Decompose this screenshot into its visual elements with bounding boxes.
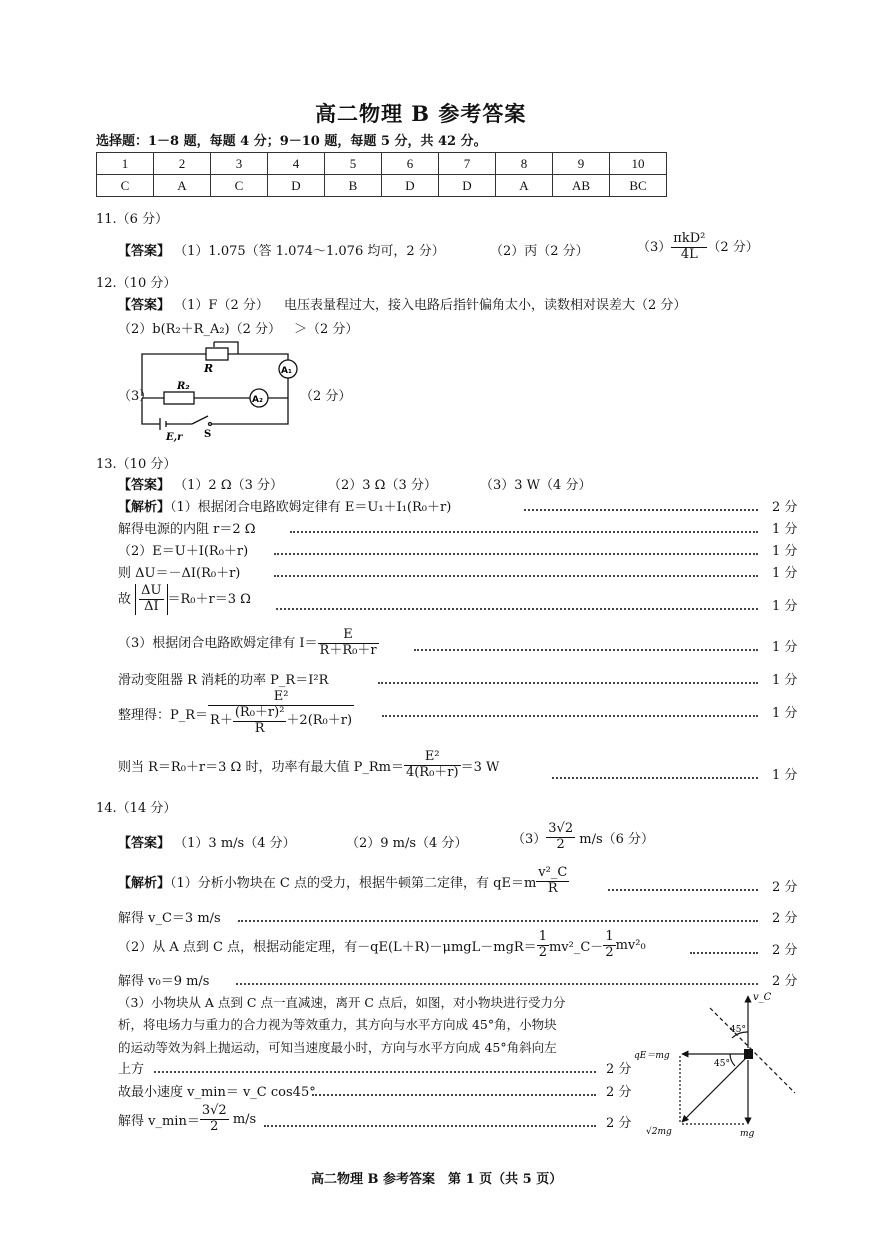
q13-line9-rest: ＝3 W [460, 759, 500, 775]
q14-line3-prefix: （2）从 A 点到 C 点，根据动能定理，有－qE(L＋R)－μmgL－mgR＝ [118, 939, 537, 955]
q13-line1-text: （1）根据闭合电路欧姆定律有 E＝U₁＋I₁(R₀＋r) [170, 500, 452, 515]
score: 1 分 [772, 640, 798, 655]
choice-intro: 选择题：1－8 题，每题 4 分；9－10 题，每题 5 分，共 42 分。 [96, 134, 487, 149]
score: 1 分 [772, 544, 798, 559]
q13-fraction [404, 750, 461, 781]
q14-line6: 析，将电场力与重力的合力视为等效重力，其方向与水平方向成 45°角，小物块 [118, 1017, 557, 1032]
table-cell: 2 [154, 153, 211, 175]
q11-part1: （1）1.075（答 1.074～1.076 均可，2 分） [174, 244, 445, 259]
table-cell: D [439, 175, 496, 197]
q11-part3-score: （2 分） [707, 239, 759, 255]
table-cell: 10 [610, 153, 667, 175]
table-cell: 9 [553, 153, 610, 175]
q14-line10-prefix: 解得 v_min＝ [118, 1113, 200, 1129]
score: 1 分 [772, 706, 798, 721]
fraction-denominator: 4(R₀＋r) [405, 764, 459, 780]
q13-line1 [118, 496, 451, 515]
q14-fraction [546, 822, 575, 853]
ammeter-a2-icon: A₂ [252, 395, 263, 405]
fraction-numerator: v²_C [538, 865, 568, 880]
label-mg: mg [740, 1129, 755, 1139]
answer-tag: 【答案】 [118, 244, 171, 259]
q13-line5-rest: ＝R₀＋r＝3 Ω [167, 591, 251, 607]
q14-line3-end: mv²₀ [615, 937, 646, 953]
table-cell: 5 [325, 153, 382, 175]
q14-a3 [512, 822, 654, 853]
fraction-numerator: 1 [538, 929, 547, 944]
fraction-numerator: ΔU [141, 583, 162, 598]
q14-a1: （1）3 m/s（4 分） [174, 836, 296, 851]
fraction-numerator: 1 [605, 929, 614, 944]
block-icon [744, 1049, 753, 1059]
label-sqrt2-mg: √2mg [646, 1127, 672, 1137]
table-cell: 8 [496, 153, 553, 175]
table-cell: D [268, 175, 325, 197]
q12-part2b: ＞（2 分） [294, 322, 359, 337]
answer-tag: 【答案】 [118, 478, 171, 493]
q13-line9-prefix: 则当 R＝R₀＋r＝3 Ω 时，功率有最大值 P_Rm＝ [118, 759, 404, 775]
q12-part2: （2）b(R₂＋R_A₂)（2 分） [118, 322, 282, 337]
absolute-value [135, 584, 167, 615]
q13-fraction [318, 628, 379, 659]
table-row-answers [97, 175, 667, 197]
q14-line8: 上方 [118, 1062, 145, 1077]
q14-answer-line [118, 832, 296, 851]
q13-heading: 13.（10 分） [96, 457, 177, 472]
q13-line5 [118, 584, 251, 615]
q12-part1-reason: 电压表量程过大，接入电路后指针偏角太小，读数相对误差大（2 分） [284, 298, 687, 313]
label-angle-1: 45° [730, 1025, 746, 1035]
q14-line9: 故最小速度 v_min＝ v_C cos45° [118, 1085, 316, 1100]
label-r: R [204, 362, 214, 375]
label-qe: qE＝mg [634, 1051, 670, 1061]
q14-line4: 解得 v₀＝9 m/s [118, 974, 210, 989]
q14-line3 [118, 930, 646, 961]
score: 1 分 [772, 673, 798, 688]
score: 2 分 [772, 974, 798, 989]
q14-fraction [536, 866, 569, 897]
leader-dots [524, 509, 758, 511]
table-cell: 6 [382, 153, 439, 175]
label-r2: R₂ [177, 381, 190, 392]
q12-answer-line [118, 294, 269, 313]
score: 2 分 [606, 1062, 632, 1077]
q13-line3: （2）E＝U＋I(R₀＋r) [118, 544, 249, 559]
q13-line6-prefix: （3）根据闭合电路欧姆定律有 I＝ [118, 635, 318, 651]
page-title: 高二物理 B 参考答案 [315, 101, 527, 126]
leader-dots [552, 777, 758, 779]
q11-heading: 11.（6 分） [96, 212, 169, 227]
q13-line6 [118, 628, 379, 659]
fraction-denominator: ΔI [144, 598, 159, 614]
table-row-numbers [97, 153, 667, 175]
analysis-tag: 【解析】 [118, 875, 171, 891]
leader-dots [238, 920, 758, 922]
label-switch: S [204, 429, 212, 440]
q14-line5: （3）小物块从 A 点到 C 点一直减速，离开 C 点后，如图，对小物块进行受力分 [118, 995, 566, 1010]
leader-dots [378, 682, 758, 684]
table-cell: A [154, 175, 211, 197]
label-vc: v_C [753, 992, 772, 1003]
score: 1 分 [772, 522, 798, 537]
q13-a3: （3）3 W（4 分） [480, 478, 592, 493]
leader-dots [274, 553, 758, 555]
fraction-numerator: E² [404, 750, 461, 766]
table-cell: 1 [97, 153, 154, 175]
q13-line9 [118, 750, 499, 781]
q13-a2: （2）3 Ω（3 分） [328, 478, 437, 493]
table-cell: C [211, 175, 268, 197]
half-fraction [537, 930, 549, 961]
q13-a1: （1）2 Ω（3 分） [174, 478, 284, 493]
q14-line10-unit: m/s [232, 1111, 257, 1127]
q13-line8-prefix: 整理得：P_R＝ [118, 707, 209, 723]
fraction-denominator: 2 [556, 836, 565, 852]
q14-heading: 14.（14 分） [96, 801, 177, 816]
table-cell: C [97, 175, 154, 197]
q13-line4: 则 ΔU＝－ΔI(R₀＋r) [118, 566, 241, 581]
q14-line7: 的运动等效为斜上抛运动，可知当速度最小时，方向与水平方向成 45°角斜向左 [118, 1040, 557, 1055]
answer-tag: 【答案】 [118, 298, 171, 313]
q13-answer-line [118, 474, 283, 493]
label-angle-2: 45° [714, 1059, 730, 1069]
q12-part1: （1）F（2 分） [174, 298, 269, 313]
q14-line2: 解得 v_C＝3 m/s [118, 911, 221, 926]
fraction-numerator: πkD² [673, 231, 706, 246]
table-cell: B [325, 175, 382, 197]
q14-a3-score: m/s（6 分） [579, 831, 655, 847]
score: 1 分 [772, 768, 798, 783]
q14-a3-prefix: （3） [512, 831, 547, 847]
q13-line5-prefix: 故 [118, 591, 132, 607]
q13-line2: 解得电源的内阻 r＝2 Ω [118, 522, 256, 537]
q13-line7: 滑动变阻器 R 消耗的功率 P_R＝I²R [118, 673, 329, 688]
fraction-numerator: (R₀＋r)² [234, 704, 285, 720]
q14-fraction [200, 1104, 229, 1135]
nested-fraction [233, 706, 287, 737]
fraction-denominator: 4L [680, 246, 698, 262]
fraction-denominator: R [547, 880, 558, 896]
half-fraction [603, 930, 615, 961]
analysis-tag: 【解析】 [118, 500, 171, 515]
leader-dots [312, 1094, 596, 1096]
q13-line8 [118, 690, 354, 737]
q14-line10 [118, 1104, 256, 1135]
fraction-denominator: 2 [605, 944, 614, 960]
label-source: E,r [166, 432, 183, 443]
denominator-part: R＋ [210, 712, 233, 728]
q12-heading: 12.（10 分） [96, 276, 177, 291]
fraction-numerator: 3√2 [548, 821, 574, 836]
answer-tag: 【答案】 [118, 836, 171, 851]
leader-dots [264, 1125, 596, 1127]
q14-line1-text: （1）分析小物块在 C 点的受力，根据牛顿第二定律，有 qE＝m [170, 875, 537, 891]
score: 2 分 [606, 1116, 632, 1131]
score: 2 分 [606, 1085, 632, 1100]
q11-fraction [671, 232, 707, 263]
fraction-denominator: 2 [538, 944, 547, 960]
q12-part3-score: （2 分） [300, 389, 352, 404]
table-cell: 3 [211, 153, 268, 175]
q14-line1 [118, 866, 569, 897]
leader-dots [414, 649, 758, 651]
leader-dots [154, 1071, 596, 1073]
table-cell: 4 [268, 153, 325, 175]
force-diagram [634, 988, 800, 1140]
q11-answer-line [118, 240, 445, 259]
leader-dots [690, 952, 758, 954]
q14-line3-mid: mv²_C－ [548, 939, 604, 955]
fraction-denominator: R＋R₀＋r [319, 642, 377, 658]
q13-fraction [139, 584, 163, 615]
fraction-denominator [208, 706, 354, 737]
leader-dots [236, 983, 758, 985]
q12-part3-label: （3） [118, 389, 153, 404]
q13-fraction [208, 690, 354, 737]
choice-answer-table [96, 152, 667, 197]
q11-part3-prefix: （3） [637, 239, 672, 255]
q11-part3 [637, 232, 759, 263]
score: 2 分 [772, 911, 798, 926]
leader-dots [276, 608, 758, 610]
q14-a2: （2）9 m/s（4 分） [346, 836, 468, 851]
ammeter-a1-icon: A₁ [281, 366, 292, 376]
table-cell: A [496, 175, 553, 197]
fraction-numerator: 3√2 [201, 1103, 227, 1118]
table-cell: D [382, 175, 439, 197]
table-cell: 7 [439, 153, 496, 175]
score: 2 分 [772, 943, 798, 958]
page-footer: 高二物理 B 参考答案 第 1 页（共 5 页） [311, 1172, 563, 1187]
leader-dots [382, 715, 758, 717]
score: 1 分 [772, 599, 798, 614]
fraction-numerator: E² [208, 690, 354, 706]
fraction-numerator: E [318, 628, 379, 644]
table-cell: BC [610, 175, 667, 197]
denominator-part: ＋2(R₀＋r) [286, 712, 353, 728]
fraction-denominator: R [254, 720, 265, 736]
leader-dots [290, 531, 758, 533]
fraction-denominator: 2 [210, 1118, 219, 1134]
score: 2 分 [772, 500, 798, 515]
leader-dots [274, 575, 758, 577]
score: 1 分 [772, 566, 798, 581]
circuit-diagram [130, 334, 300, 442]
q11-part2: （2）丙（2 分） [490, 244, 589, 259]
table-cell: AB [553, 175, 610, 197]
leader-dots [608, 889, 758, 891]
score: 2 分 [772, 880, 798, 895]
